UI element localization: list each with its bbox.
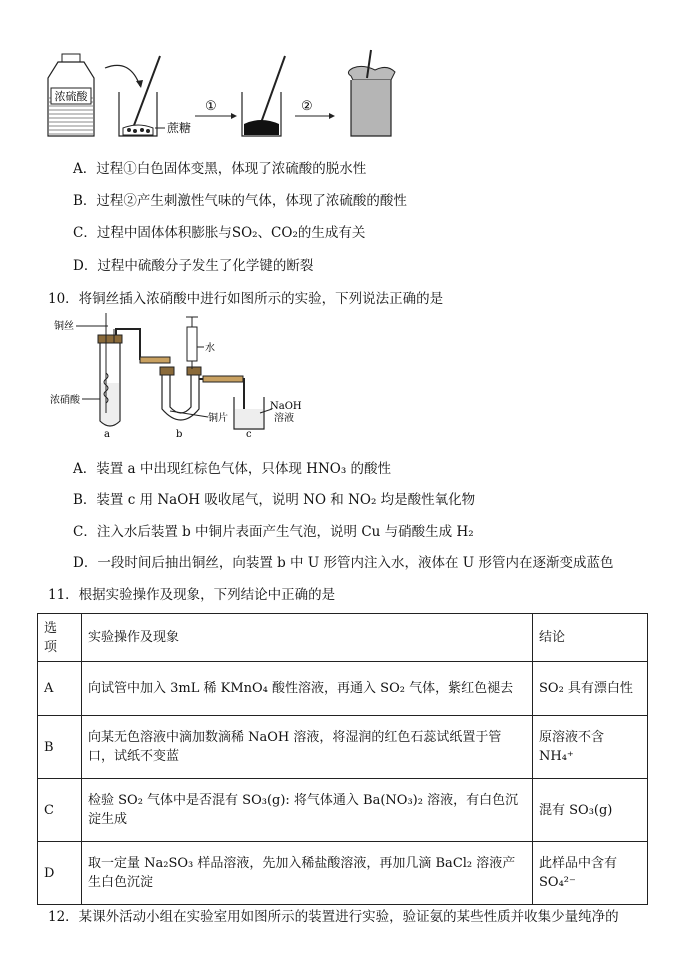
q9-option-d: D．过程中硫酸分子发生了化学键的断裂 xyxy=(73,258,314,274)
q10-stem: 10．将铜丝插入浓硝酸中进行如图所示的实验，下列说法正确的是 xyxy=(48,291,444,307)
table-row xyxy=(38,842,648,905)
bottle-label: 浓硫酸 xyxy=(54,90,88,103)
copper-wire-label: 铜丝 xyxy=(54,321,74,332)
row-c-operation: 检验 SO₂ 气体中是否混有 SO₃(g): 将气体通入 Ba(NO₃)₂ 溶液，有白色沉淀生成 xyxy=(82,779,533,842)
nitric-acid-apparatus-figure xyxy=(48,313,318,441)
beaker-1 xyxy=(119,56,160,136)
test-tube-a xyxy=(98,313,122,440)
q12-stem: 12．某课外活动小组在实验室用如图所示的装置进行实验，验证氨的某些性质并收集少量纯净的 xyxy=(48,909,619,925)
sulfuric-acid-bottle xyxy=(48,54,94,136)
row-a-option: A xyxy=(38,662,82,716)
table-row xyxy=(38,779,648,842)
row-d-operation: 取一定量 Na₂SO₃ 样品溶液，先加入稀盐酸溶液，再加几滴 BaCl₂ 溶液产生白色沉淀 xyxy=(82,842,533,905)
row-c-option: C xyxy=(38,779,82,842)
table-row xyxy=(38,716,648,779)
row-c-conclusion: 混有 SO₃(g) xyxy=(533,779,648,842)
sucrose-dehydration-figure xyxy=(45,48,435,144)
copper-piece-label: 铜片 xyxy=(208,413,228,424)
q10-option-c: C．注入水后装置 b 中铜片表面产生气泡，说明 Cu 与硝酸生成 H₂ xyxy=(73,524,474,540)
conc-nitric-label: 浓硝酸 xyxy=(50,395,80,406)
header-option: 选 项 xyxy=(38,614,82,662)
solution-label: 溶液 xyxy=(274,413,294,424)
pour-arrow xyxy=(105,65,140,86)
water-label: 水 xyxy=(205,343,215,354)
syringe xyxy=(186,317,215,369)
row-b-operation: 向某无色溶液中滴加数滴稀 NaOH 溶液，将湿润的红色石蕊试纸置于管口，试纸不变蓝 xyxy=(82,716,533,779)
q9-option-c: C．过程中固体体积膨胀与SO₂、CO₂的生成有关 xyxy=(73,225,366,241)
naoh-label: NaOH xyxy=(270,401,302,412)
label-b: b xyxy=(176,429,183,440)
row-d-conclusion: 此样品中含有 SO₄²⁻ xyxy=(533,842,648,905)
beaker-3 xyxy=(348,50,395,136)
label-a: a xyxy=(104,429,110,440)
q9-option-a: A．过程①白色固体变黑，体现了浓硫酸的脱水性 xyxy=(73,161,367,177)
row-b-option: B xyxy=(38,716,82,779)
row-d-option: D xyxy=(38,842,82,905)
q10-option-d: D．一段时间后抽出铜丝，向装置 b 中 U 形管内注入水，液体在 U 形管内在逐渐变成蓝色 xyxy=(73,555,614,571)
q10-option-a: A．装置 a 中出现红棕色气体，只体现 HNO₃ 的酸性 xyxy=(73,461,392,477)
q11-table xyxy=(37,613,648,905)
row-b-conclusion: 原溶液不含 NH₄⁺ xyxy=(533,716,648,779)
step-1-label: ① xyxy=(205,99,217,114)
table-row xyxy=(38,662,648,716)
label-c: c xyxy=(246,429,252,440)
q11-stem: 11．根据实验操作及现象，下列结论中正确的是 xyxy=(48,587,336,603)
q10-option-b: B．装置 c 用 NaOH 吸收尾气，说明 NO 和 NO₂ 均是酸性氧化物 xyxy=(73,492,476,508)
row-a-conclusion: SO₂ 具有漂白性 xyxy=(533,662,648,716)
header-operation: 实验操作及现象 xyxy=(82,614,533,662)
q9-option-b: B．过程②产生刺激性气味的气体，体现了浓硫酸的酸性 xyxy=(73,193,407,209)
beaker-2 xyxy=(242,56,285,136)
table-header-row xyxy=(38,614,648,662)
step-2-label: ② xyxy=(301,99,313,114)
header-conclusion: 结论 xyxy=(533,614,648,662)
sugar-label: 蔗糖 xyxy=(167,121,192,135)
row-a-operation: 向试管中加入 3mL 稀 KMnO₄ 酸性溶液，再通入 SO₂ 气体，紫红色褪去 xyxy=(82,662,533,716)
